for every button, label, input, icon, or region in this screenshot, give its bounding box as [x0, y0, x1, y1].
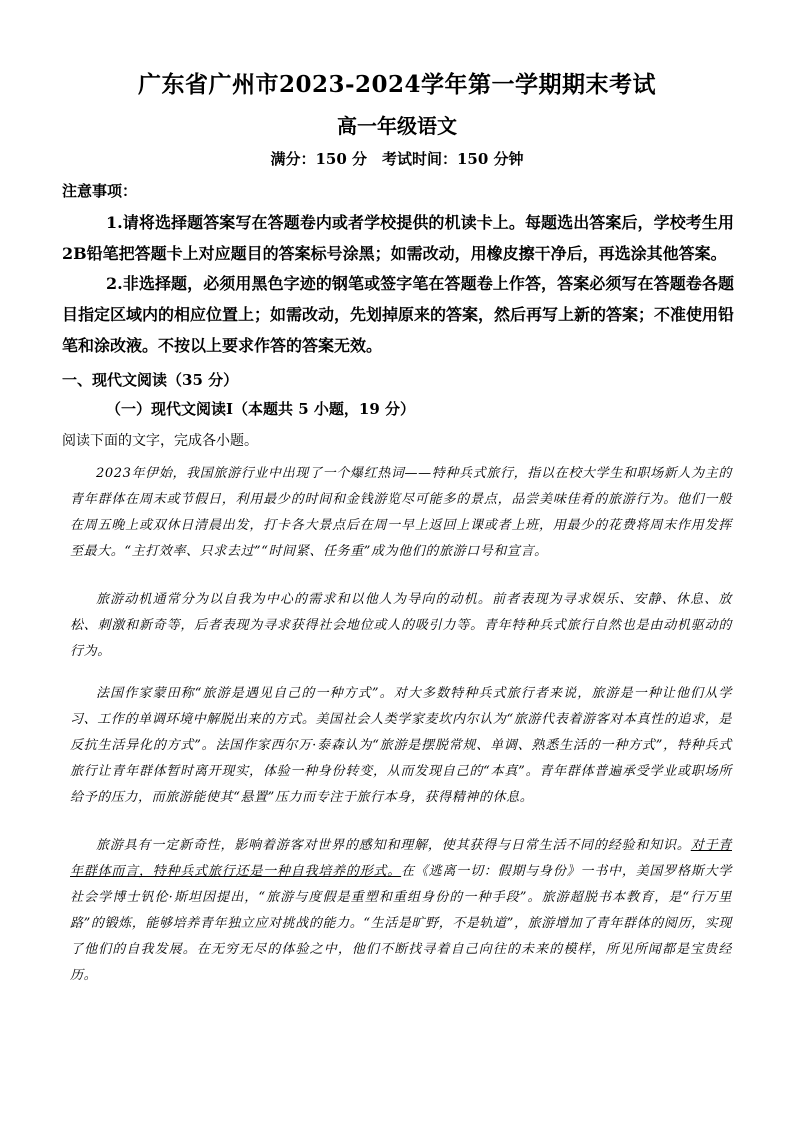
passage-paragraph-1: 2023年伊始，我国旅游行业中出现了一个爆红热词——特种兵式旅行，指以在校大学生和职场新人为主的青年群体在周末或节假日，利用最少的时间和金钱游览尽可能多的景点，品尝美味佳肴的旅游行为。他们一般在周五晚上或双休日清晨出发，打卡各大景点后在周一早上返回上课或者上班，用最少的花费将周末作用发挥至最大。“主打效率、只求去过”“时间紧、任务重”成为他们的旅游口号和宣言。: [70, 466, 732, 559]
notice-item-2: 2.非选择题，必须用黑色字迹的钢笔或签字笔在答题卷上作答，答案必须写在答题卷各题目指定区域内的相应位置上；如需改动，先划掉原来的答案，然后再写上新的答案；不准使用铅笔和涂改液。不按以上要求作答的答案无效。: [62, 274, 735, 355]
reading-instruction: 阅读下面的文字，完成各小题。: [62, 433, 258, 449]
score-and-time: 满分：150 分 考试时间：150 分钟: [270, 150, 524, 168]
passage-paragraph-4: [70, 833, 732, 989]
passage-paragraph-3: 法国作家蒙田称“旅游是遇见自己的一种方式”。对大多数特种兵式旅行者来说，旅游是一种让他们从学习、工作的单调环境中解脱出来的方式。美国社会人类学家麦坎内尔认为“旅游代表着游客对本真性的追求，是反抗生活异化的方式”。法国作家西尔万·泰森认为“旅游是摆脱常规、单调、熟悉生活的一种方式”，特种兵式旅行让青年群体暂时离开现实，体验一种身份转变，从而发现自己的“本真”。青年群体普遍承受学业或职场所给予的压力，而旅游能使其“悬置”压力而专注于旅行本身，获得精神的休息。: [70, 686, 732, 805]
notice-heading: 注意事项：: [62, 182, 138, 200]
paragraph-4-part-b: 在《逃离一切：假期与身份》一书中，美国罗格斯大学社会学博士钒伦·斯坦因提出，“旅游与度假是重塑和重组身份的一种手段”。旅游超脱书本教育，是“行万里路”的锻炼，能够培养青年独立应对挑战的能力。“生活是旷野，不是轨道”，旅游增加了青年群体的阅历，实现了他们的自我发展。在无穷无尽的体验之中，他们不断找寻着自己向往的未来的模样，所见所闻都是宝贵经历。: [70, 864, 732, 983]
paragraph-4-part-a: 旅游具有一定新奇性，影响着游客对世界的感知和理解，使其获得与日常生活不同的经验和知识。: [96, 838, 691, 853]
underlined-sentence: 对于青年群体而言，特种兵式旅行还是一种自我培养的形式。: [70, 838, 732, 879]
exam-title: 广东省广州市2023-2024学年第一学期期末考试: [137, 71, 657, 98]
subsection-heading: （一）现代文阅读Ⅰ（本题共 5 小题，19 分）: [106, 400, 415, 418]
passage-paragraph-2: 旅游动机通常分为以自我为中心的需求和以他人为导向的动机。前者表现为寻求娱乐、安静、休息、放松、刺激和新奇等，后者表现为寻求获得社会地位或人的吸引力等。青年特种兵式旅行自然也是由动机驱动的行为。: [70, 592, 732, 659]
section-heading: 一、现代文阅读（35 分）: [62, 371, 239, 389]
notice-item-1: 1.请将选择题答案写在答题卷内或者学校提供的机读卡上。每题选出答案后，学校考生用2B铅笔把答题卡上对应题目的答案标号涂黑；如需改动，用橡皮擦干净后，再选涂其他答案。: [62, 213, 734, 263]
exam-subtitle: 高一年级语文: [337, 114, 457, 138]
